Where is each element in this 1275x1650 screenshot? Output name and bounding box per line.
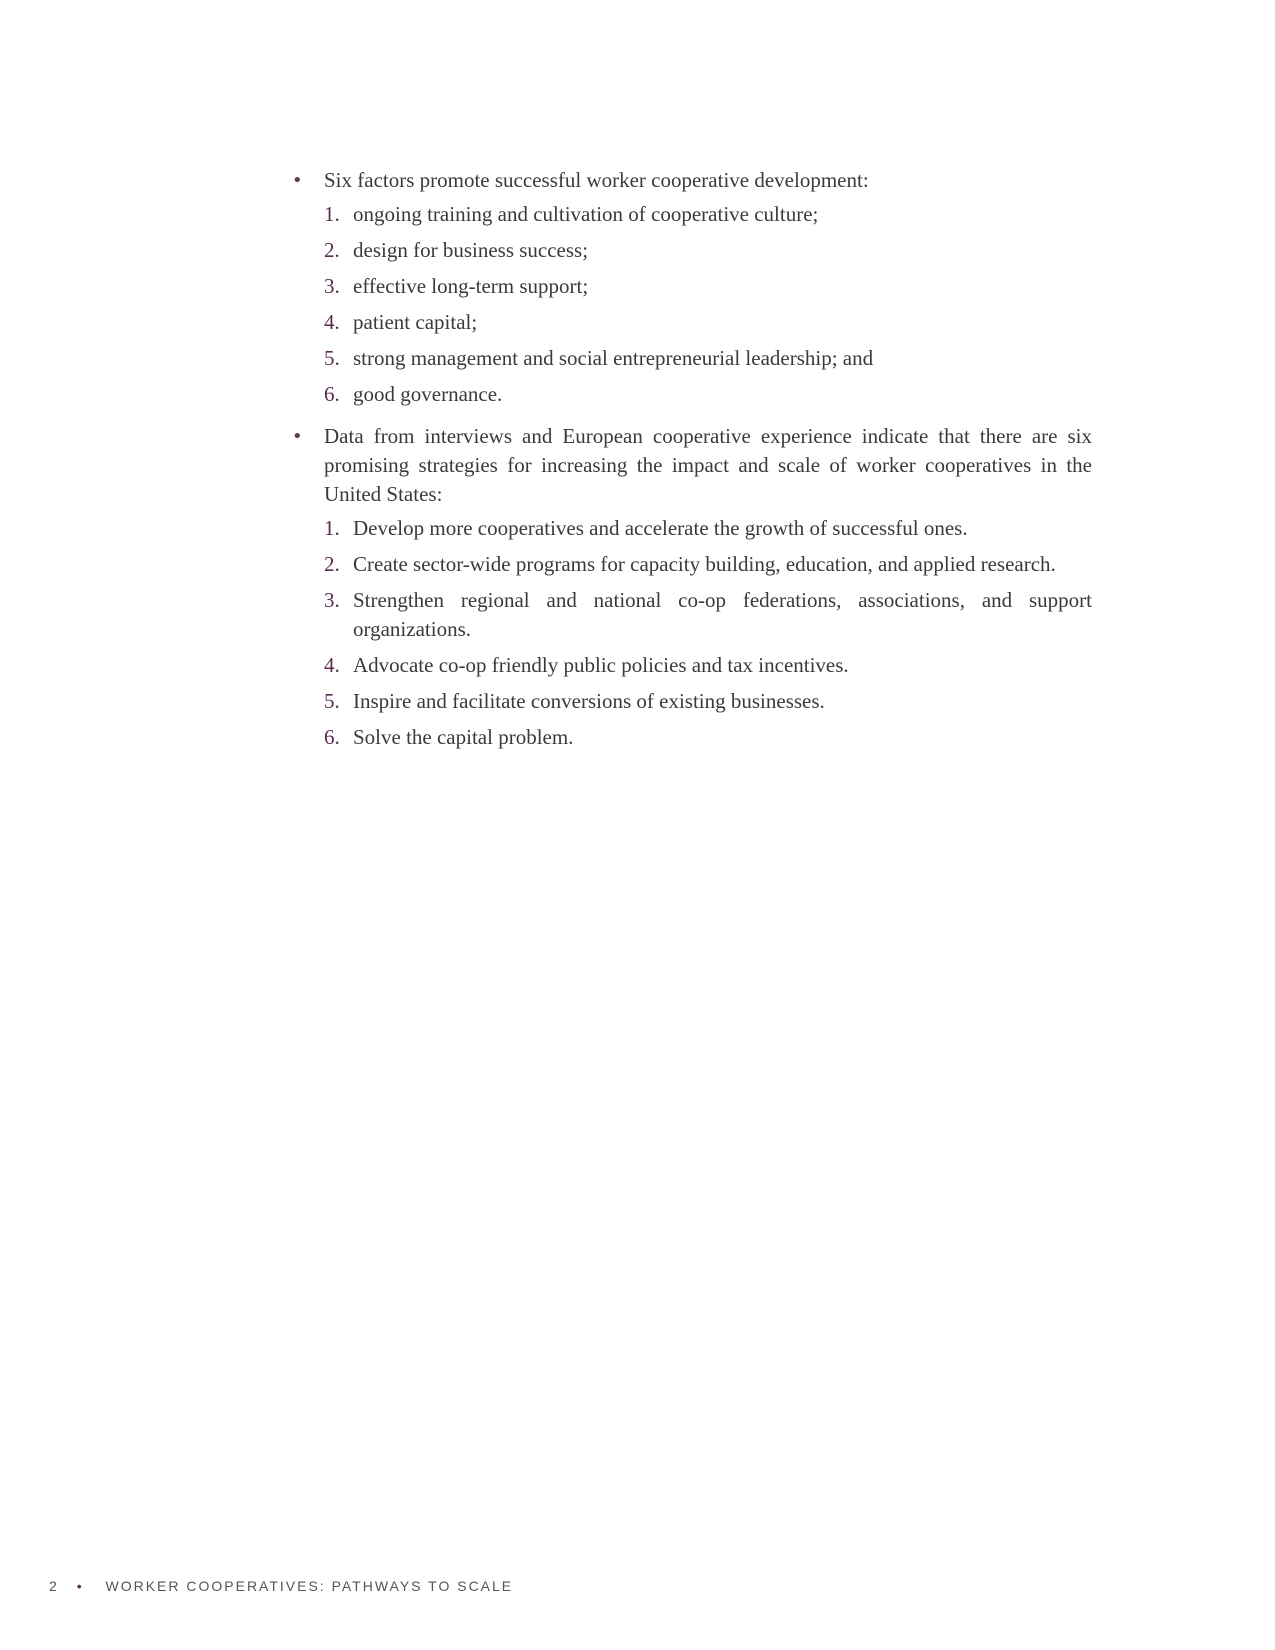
list-item [324, 687, 1092, 716]
list-item [324, 344, 1092, 373]
list-item [324, 586, 1092, 644]
list-item-text: Inspire and facilitate conversions of existing businesses. [353, 689, 825, 713]
bullet-text: Data from interviews and European cooperative experience indicate that there are six promising strategies for increasing the impact and scale of worker cooperatives in the United States: [324, 424, 1092, 506]
list-number: 4. [324, 653, 340, 677]
bullet-text: Six factors promote successful worker cooperative development: [324, 168, 869, 192]
list-item [324, 272, 1092, 301]
list-item-text: strong management and social entrepreneurial leadership; and [353, 346, 874, 370]
bullet-marker: • [292, 170, 303, 191]
list-item [324, 308, 1092, 337]
list-item-text: ongoing training and cultivation of cooperative culture; [353, 202, 819, 226]
list-item [324, 200, 1092, 229]
numbered-list [324, 200, 1092, 409]
list-number: 5. [324, 689, 340, 713]
list-number: 6. [324, 725, 340, 749]
list-item-text: good governance. [353, 382, 503, 406]
footer-separator: • [76, 1578, 82, 1594]
bullet-item [292, 422, 1092, 752]
list-number: 4. [324, 310, 340, 334]
list-item-text: Create sector-wide programs for capacity building, education, and applied research. [353, 552, 1056, 576]
list-item [324, 651, 1092, 680]
page-footer [49, 1578, 513, 1594]
list-item [324, 380, 1092, 409]
list-item [324, 514, 1092, 543]
list-item-text: Solve the capital problem. [353, 725, 574, 749]
list-item-text: Develop more cooperatives and accelerate the growth of successful ones. [353, 516, 968, 540]
list-number: 3. [324, 274, 340, 298]
footer-title: WORKER COOPERATIVES: PATHWAYS TO SCALE [105, 1578, 514, 1594]
bullet-item [292, 166, 1092, 409]
list-item-text: effective long-term support; [353, 274, 589, 298]
numbered-list [324, 514, 1092, 752]
list-item-text: design for business success; [353, 238, 589, 262]
page-number: 2 [49, 1578, 57, 1594]
list-number: 2. [324, 238, 340, 262]
list-number: 1. [324, 202, 340, 226]
list-item-text: Advocate co-op friendly public policies and tax incentives. [353, 653, 849, 677]
list-item [324, 236, 1092, 265]
list-number: 1. [324, 516, 340, 540]
bullet-marker: • [292, 426, 303, 447]
list-item [324, 723, 1092, 752]
list-item [324, 550, 1092, 579]
list-number: 3. [324, 588, 340, 612]
list-item-text: patient capital; [353, 310, 478, 334]
list-number: 2. [324, 552, 340, 576]
main-content [292, 166, 1092, 765]
list-number: 6. [324, 382, 340, 406]
list-item-text: Strengthen regional and national co-op federations, associations, and support organizations. [353, 588, 1092, 641]
list-number: 5. [324, 346, 340, 370]
